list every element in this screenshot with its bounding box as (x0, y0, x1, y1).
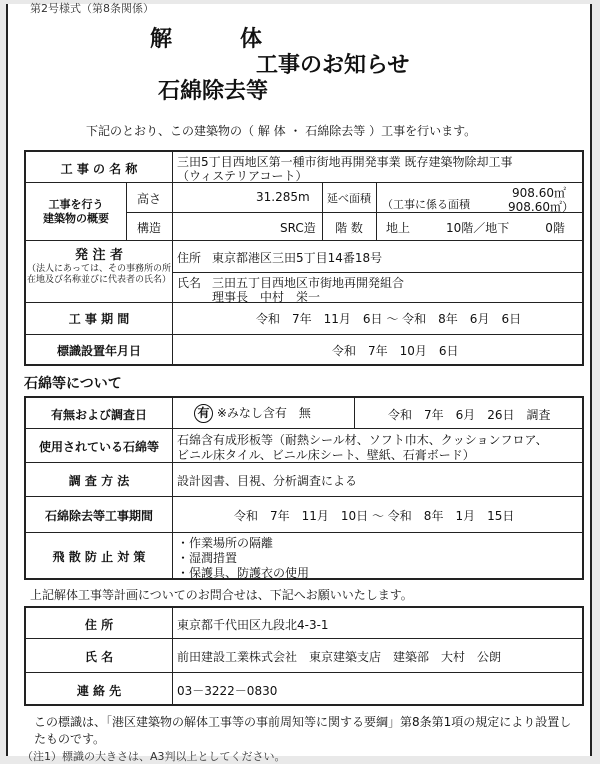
project-name-label: 工 事 の 名 称 (60, 162, 138, 176)
structure-label: 構造 (136, 221, 161, 235)
client-sublabel-2: 在地及び名称並びに代表者の氏名） (26, 275, 171, 285)
form-number: 第2号様式（第8条関係） (30, 2, 154, 15)
floor-area-value: 908.60㎡ (512, 186, 566, 200)
period-label: 工 事 期 間 (68, 312, 130, 326)
overview-label-2: 建築物の概要 (43, 212, 109, 225)
address-value: 東京都港区三田5丁目14番18号 (212, 251, 383, 265)
presence-rest: ※みなし含有 無 (216, 406, 311, 420)
presence-value (194, 404, 311, 423)
contact-phone-value: 03－3222－0830 (177, 684, 278, 698)
address-label: 住所 (177, 251, 202, 265)
presence-circled: 有 (194, 404, 213, 423)
period-value: 令和 7年 11月 6日 ～ 令和 8年 6月 6日 (256, 312, 522, 326)
method-label: 調 査 方 法 (68, 474, 130, 488)
removal-period-label: 石綿除去等工事期間 (44, 509, 153, 523)
sign-date-label: 標識設置年月日 (56, 344, 141, 358)
used-asbestos-label: 使用されている石綿等 (38, 440, 159, 454)
asbestos-heading: 石綿等について (24, 376, 122, 392)
project-name-value: 三田5丁目西地区第一種市街地再開発事業 既存建築物除却工事 (177, 155, 513, 169)
sign-date-value: 令和 7年 10月 6日 (332, 344, 459, 358)
method-value: 設計図書、目視、分析調査による (177, 474, 358, 488)
survey-label: 有無および調査日 (50, 408, 147, 422)
title-asbestos: 石綿除去等 (158, 79, 269, 104)
intro-text: 下記のとおり、この建築物の（ 解 体 ・ 石綿除去等 ）工事を行います。 (86, 124, 477, 138)
owner-value: 三田五丁目西地区市街地再開発組合 (212, 276, 405, 290)
height-value: 31.285m (256, 190, 310, 204)
contact-address-label: 住 所 (84, 618, 114, 632)
floors-value: 地上 10階／地下 0階 (386, 221, 565, 235)
asbestos-table (24, 396, 584, 580)
scatter-item-1: ・作業場所の隔離 (177, 536, 274, 550)
overview-label: 工事を行う (48, 198, 104, 211)
used-asbestos-value-2: ビニル床タイル、ビニル床シート、壁紙、石膏ボード） (177, 448, 475, 462)
contact-name-value: 前田建設工業株式会社 東京建築支店 建築部 大村 公朗 (177, 650, 502, 664)
contact-table (24, 606, 584, 706)
contact-name-label: 氏 名 (84, 650, 114, 664)
contact-phone-label: 連 絡 先 (76, 684, 122, 698)
floor-area-label: 延べ面積 (327, 192, 371, 205)
structure-value: SRC造 (280, 221, 316, 235)
height-label: 高さ (136, 192, 161, 206)
scatter-item-3: ・保護具、防護衣の使用 (177, 566, 310, 580)
footer-text: この標識は、「港区建築物の解体工事等の事前周知等に関する要綱」第8条第1項の規定により設置したものです。 (34, 715, 572, 746)
used-asbestos-value: 石綿含有成形板等（耐熱シール材、ソフト巾木、クッションフロア、 (177, 433, 548, 447)
client-sublabel: （法人にあっては、その事務所の所 (27, 264, 171, 274)
contact-address-value: 東京都千代田区九段北4-3-1 (177, 618, 329, 632)
owner-value-2: 理事長 中村 栄一 (212, 290, 321, 304)
removal-period-value: 令和 7年 11月 10日 ～ 令和 8年 1月 15日 (234, 509, 515, 523)
title-demolition-2: 体 (240, 27, 263, 52)
notice-sheet (6, 4, 592, 756)
survey-date: 令和 7年 6月 26日 調査 (388, 408, 551, 422)
project-table (24, 150, 584, 366)
title-notice: 工事のお知らせ (256, 53, 410, 78)
project-name-value-2: （ウィステリアコート） (177, 169, 308, 183)
inquiry-text: 上記解体工事等計画についてのお問合せは、下記へお願いいたします。 (30, 588, 413, 602)
client-label: 発 注 者 (74, 248, 124, 263)
scatter-prevention-label: 飛 散 防 止 対 策 (52, 550, 146, 564)
title-demolition-1: 解 (150, 27, 173, 52)
floors-label: 階 数 (335, 221, 363, 235)
bottom-note: （注1）標識の大きさは、A3判以上としてください。 (22, 750, 286, 763)
work-area-label: （工事に係る面積 (382, 198, 470, 211)
work-area-value: 908.60㎡） (508, 200, 574, 214)
scatter-item-2: ・湿潤措置 (177, 551, 238, 565)
owner-label: 氏名 (177, 276, 202, 290)
